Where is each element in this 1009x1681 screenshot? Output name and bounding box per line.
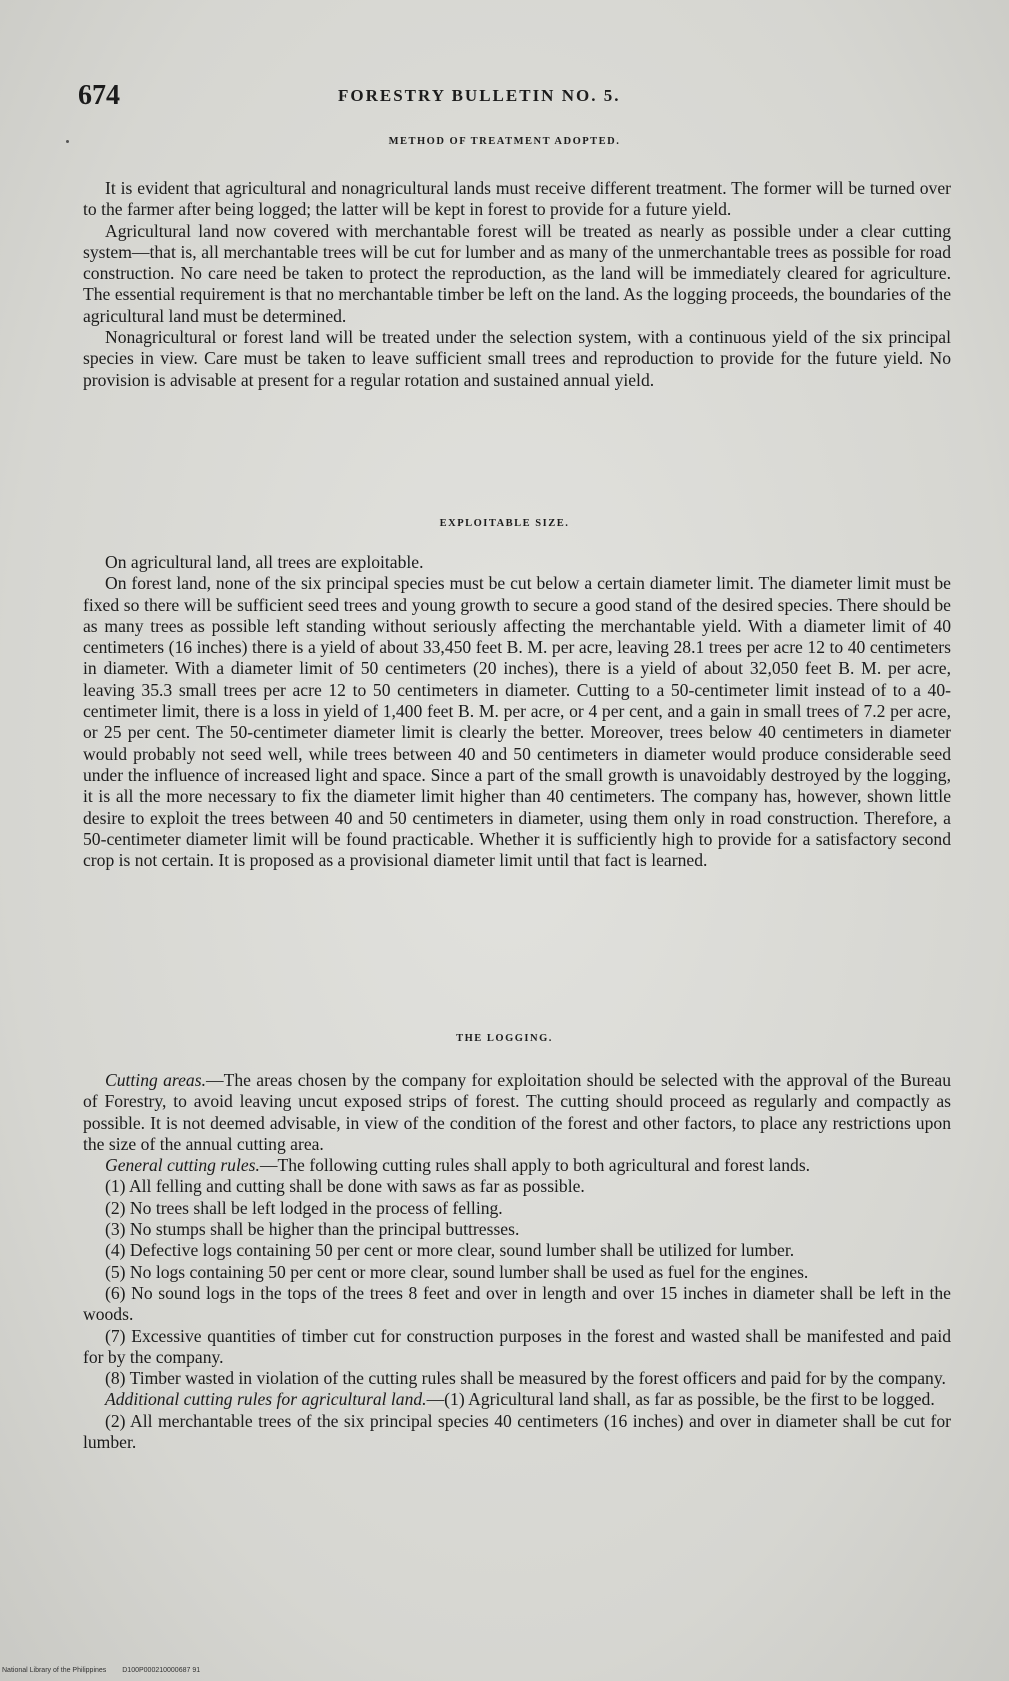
running-head: FORESTRY BULLETIN NO. 5. — [338, 86, 621, 105]
exploitable-paragraph-2: On forest land, none of the six principal species must be cut below a certain diameter limit. The diameter limit must be fixed so there will be sufficient seed trees and young growth to secure a good stand of the desired species. There should be as many trees as possible left standing without seriously affecting the merchantable yield. With a diameter limit of 40 centimeters (16 inches) there is a yield of about 33,450 feet B. M. per acre, leaving 28.1 trees per acre 12 to 40 centimeters in diameter. With a diameter limit of 50 centimeters (20 inches), there is a yield of about 32,050 feet B. M. per acre, leaving 35.3 small trees per acre 12 to 50 centimeters in diameter. Cutting to a 50-centimeter limit instead of to a 40-centimeter limit, there is a loss in yield of 1,400 feet B. M. per acre, or 4 per cent, and a gain in small trees of 7.2 per acre, or 25 per cent. The 50-centimeter diameter limit is clearly the better. Moreover, trees below 40 centimeters in diameter would probably not seed well, while trees between 40 and 50 centimeters in diameter would produce considerable seed under the influence of increased light and space. Since a part of the small growth is unavoidably destroyed by the logging, it is all the more necessary to fix the diameter limit higher than 40 centimeters. The company has, however, shown little desire to exploit the trees between 40 and 50 centimeters in diameter, using them only in road construction. Therefore, a 50-centimeter diameter limit will be found practicable. Whether it is sufficiently high to provide for a satisfactory second crop is not certain. It is proposed as a provisional diameter limit until that fact is learned. — [83, 573, 951, 871]
method-paragraph-1: It is evident that agricultural and nonagricultural lands must receive different treatment. The former will be turned over to the farmer after being logged; the latter will be kept in forest to provide for a future yield. — [83, 178, 951, 220]
footer-identifier: D100P000210000687 91 — [122, 1667, 201, 1674]
general-rules-text: —The following cutting rules shall apply to both agricultural and forest lands. — [259, 1155, 811, 1176]
cutting-rule-7: (7) Excessive quantities of timber cut for construction purposes in the forest and wasted shall be manifested and paid for by the company. — [83, 1325, 951, 1367]
cutting-areas-text: —The areas chosen by the company for exploitation should be selected with the approval of the Bureau of Forestry, to avoid leaving uncut exposed strips of forest. The cutting should proceed as regularly and compactly as possible. It is not deemed advisable, in view of the condition of the forest and other factors, to place any restrictions upon the size of the annual cutting area. — [83, 1070, 951, 1154]
method-section-body — [83, 178, 951, 391]
additional-rules-title: Additional cutting rules for agricultural land. — [105, 1389, 427, 1410]
exploitable-paragraph-1: On agricultural land, all trees are exploitable. — [105, 552, 424, 572]
page-number: 674 — [78, 80, 120, 111]
cutting-areas-title: Cutting areas. — [105, 1070, 206, 1090]
cutting-rule-3: (3) No stumps shall be higher than the principal buttresses. — [105, 1219, 520, 1240]
general-rules-paragraph — [83, 1155, 951, 1176]
additional-rules-text: —(1) Agricultural land shall, as far as possible, be the first to be logged. — [426, 1389, 935, 1410]
section-heading-logging: THE LOGGING. — [456, 1033, 553, 1044]
cutting-rule-8: (8) Timber wasted in violation of the cutting rules shall be measured by the forest officers and paid for by the company. — [105, 1368, 946, 1389]
method-paragraph-3: Nonagricultural or forest land will be treated under the selection system, with a continuous yield of the six principal species in view. Care must be taken to leave sufficient small trees and reproduction to provide for the future yield. No provision is advisable at present for a regular rotation and sustained annual yield. — [83, 327, 951, 390]
exploitable-section-body — [83, 552, 951, 871]
general-rules-title: General cutting rules. — [105, 1155, 260, 1176]
additional-rules-paragraph — [83, 1389, 951, 1410]
additional-rule-2: (2) All merchantable trees of the six principal species 40 centimeters (16 inches) and over in diameter shall be cut for lumber. — [83, 1410, 951, 1453]
cutting-rule-1: (1) All felling and cutting shall be done with saws as far as possible. — [105, 1176, 585, 1197]
cutting-areas-paragraph — [83, 1070, 951, 1155]
scan-footer — [2, 1667, 214, 1674]
footer-library: National Library of the Philippines — [2, 1667, 107, 1674]
cutting-rule-5: (5) No logs containing 50 per cent or more clear, sound lumber shall be used as fuel for the engines. — [105, 1261, 809, 1282]
cutting-rule-4: (4) Defective logs containing 50 per cent or more clear, sound lumber shall be utilized for lumber. — [105, 1240, 795, 1261]
method-paragraph-2: Agricultural land now covered with merchantable forest will be treated as nearly as possible under a clear cutting system—that is, all merchantable trees will be cut for lumber and as many of the unmerchantable trees as possible for road construction. No care need be taken to protect the reproduction, as the land will be immediately cleared for agriculture. The essential requirement is that no merchantable timber be left on the land. As the logging proceeds, the boundaries of the agricultural land must be determined. — [83, 220, 951, 326]
section-heading-exploitable: EXPLOITABLE SIZE. — [439, 518, 570, 529]
section-heading-method: METHOD OF TREATMENT ADOPTED. — [388, 136, 621, 147]
page-header — [78, 80, 948, 120]
cutting-rule-2: (2) No trees shall be left lodged in the process of felling. — [105, 1197, 503, 1218]
logging-section-body — [83, 1070, 951, 1453]
cutting-rule-6: (6) No sound logs in the tops of the trees 8 feet and over in length and over 15 inches in diameter shall be left in the woods. — [83, 1282, 951, 1325]
